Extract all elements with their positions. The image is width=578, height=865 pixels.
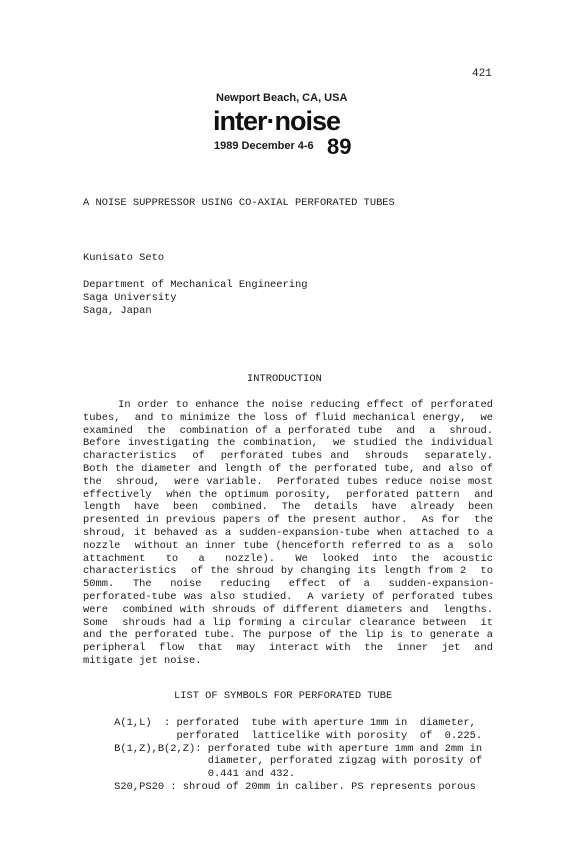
body-line: In order to enhance the noise reducing effect of perforated — [83, 399, 493, 411]
body-line: mitigate jet noise. — [83, 654, 202, 667]
body-line: Before investigating the combination, we studied the individual — [83, 437, 493, 450]
body-line: examined the combination of a perforated tube and a shroud. — [83, 424, 493, 437]
author-affiliation — [83, 279, 307, 317]
body-line: the shroud, were variable. Perforated tubes reduce noise most — [83, 475, 493, 488]
symbol-row: A(1,L) : perforated tube with aperture 1mm in diameter, — [83, 717, 476, 729]
section-heading-symbols: LIST OF SYMBOLS FOR PERFORATED TUBE — [174, 690, 393, 702]
symbol-row: S20,PS20 : shroud of 20mm in caliber. PS represents porous — [83, 780, 476, 793]
conference-logo: inter·noise — [213, 106, 341, 136]
body-line: 50mm. The noise reducing effect of a sudden-expansion- — [83, 578, 495, 591]
body-line: characteristics of perforated tubes and shrouds separately. — [83, 450, 493, 463]
body-line: length have been combined. The details have already been — [83, 501, 493, 514]
body-line: and the perforated tube. The purpose of the lip is to generate a — [83, 629, 493, 642]
paper-title: A NOISE SUPPRESSOR USING CO-AXIAL PERFORATED TUBES — [83, 197, 395, 209]
body-line: effectively when the optimum porosity, perforated pattern and — [83, 488, 493, 501]
affiliation-line: Saga, Japan — [83, 304, 152, 317]
body-line: peripheral flow that may interact with the inner jet and — [83, 642, 493, 655]
body-line: were combined with shrouds of different diameters and lengths. — [83, 603, 493, 616]
symbol-row: 0.441 and 432. — [83, 768, 296, 781]
paper-author: Kunisato Seto — [83, 252, 165, 264]
body-line: Some shrouds had a lip forming a circular clearance between it — [83, 616, 493, 629]
body-line: characteristics of the shroud by changing its length from 2 to — [83, 565, 493, 578]
body-line: Both the diameter and length of the perforated tube, and also of — [83, 462, 493, 475]
symbol-row: diameter, perforated zigzag with porosity of — [83, 755, 483, 768]
conference-dates: 1989 December 4-6 — [214, 140, 314, 152]
body-line: tubes, and to minimize the loss of fluid mechanical energy, we — [83, 411, 493, 424]
affiliation-line: Saga University — [83, 291, 177, 304]
affiliation-line: Department of Mechanical Engineering — [83, 279, 308, 291]
body-line: nozzle without an inner tube (henceforth referred to as a solo — [83, 539, 493, 552]
body-line: presented in previous papers of the present author. As for the — [83, 514, 493, 527]
body-line: perforated-tube was also studied. A variety of perforated tubes — [83, 590, 493, 603]
symbol-row: perforated latticelike with porosity of 0.225. — [83, 729, 483, 742]
body-line: shroud, it behaved as a sudden-expansion-tube when attached to a — [83, 526, 493, 539]
page-number: 421 — [472, 68, 492, 80]
introduction-body — [83, 399, 493, 668]
conference-year-mark: 89 — [327, 134, 352, 159]
symbols-list — [83, 717, 496, 794]
conference-venue: Newport Beach, CA, USA — [216, 92, 348, 104]
section-heading-introduction: INTRODUCTION — [247, 373, 322, 385]
body-line: attachment to a nozzle). We looked into the acoustic — [83, 552, 493, 565]
symbol-row: B(1,Z),B(2,Z): perforated tube with aperture 1mm and 2mm in — [83, 742, 483, 755]
